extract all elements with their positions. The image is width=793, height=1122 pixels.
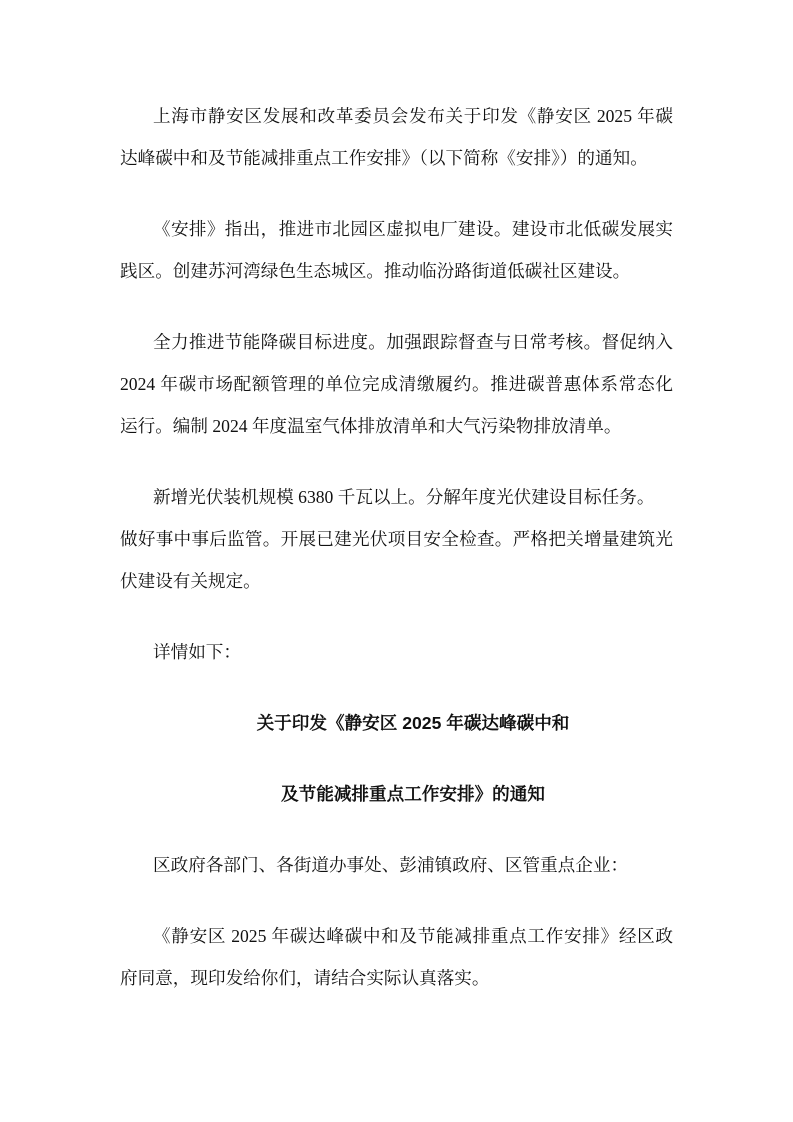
details-label: 详情如下： [153, 642, 241, 662]
notice-title-text: 及节能减排重点工作安排》的通知 [281, 784, 545, 804]
addressee-text: 区政府各部门、各街道办事处、彭浦镇政府、区管重点企业： [153, 855, 629, 875]
text-line: 上海市静安区发展和改革委员会发布关于印发《静安区 2025 年碳 [153, 106, 673, 126]
intro-paragraph-announcement [120, 95, 673, 179]
text-line: 《静安区 2025 年碳达峰碳中和及节能减排重点工作安排》经区政 [153, 926, 673, 946]
intro-paragraph-energy-targets [120, 321, 673, 447]
text-line: 《安排》指出，推进市北园区虚拟电厂建设。建设市北低碳发展实 [153, 219, 673, 239]
text-line: 全力推进节能降碳目标进度。加强跟踪督查与日常考核。督促纳入 [153, 332, 673, 352]
text-line: 做好事中事后监管。开展已建光伏项目安全检查。严格把关增量建筑光 [120, 529, 673, 549]
notice-title-line-1 [120, 702, 673, 744]
text-line: 达峰碳中和及节能减排重点工作安排》（以下简称《安排》）的通知。 [120, 148, 648, 168]
notice-title-text: 关于印发《静安区 2025 年碳达峰碳中和 [256, 713, 570, 733]
notice-body [120, 915, 673, 999]
text-line: 运行。编制 2024 年度温室气体排放清单和大气污染物排放清单。 [120, 416, 622, 436]
text-line: 2024 年碳市场配额管理的单位完成清缴履约。推进碳普惠体系常态化 [120, 374, 673, 394]
text-line: 践区。创建苏河湾绿色生态城区。推动临汾路街道低碳社区建设。 [120, 261, 631, 281]
details-label-paragraph [120, 631, 673, 673]
notice-title-line-2 [120, 773, 673, 815]
intro-paragraph-photovoltaic [120, 476, 673, 602]
text-line: 伏建设有关规定。 [120, 571, 261, 591]
document-content [120, 95, 673, 1028]
notice-addressee [120, 844, 673, 886]
text-line: 新增光伏装机规模 6380 千瓦以上。分解年度光伏建设目标任务。 [153, 487, 655, 507]
intro-paragraph-key-points [120, 208, 673, 292]
text-line: 府同意，现印发给你们，请结合实际认真落实。 [120, 968, 490, 988]
